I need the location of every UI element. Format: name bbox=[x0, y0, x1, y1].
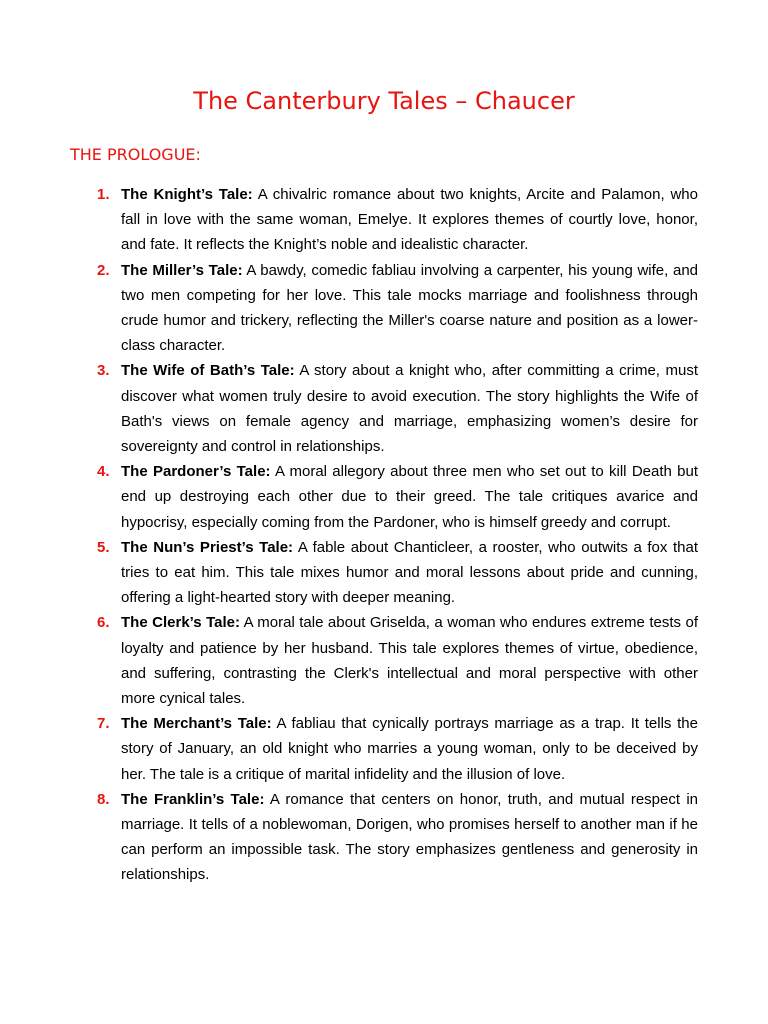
tale-list bbox=[70, 182, 698, 888]
tale-name: The Pardoner’s Tale: bbox=[121, 463, 271, 481]
list-item bbox=[70, 459, 698, 535]
list-number: 4. bbox=[97, 463, 110, 481]
tale-description: A story about a knight who, after committing a crime, must discover what women truly desire to avoid execution. The story highlights the Wife of Bath's views on female agency and marriage, emphasizing women’s desire for sovereignty and control in relationships. bbox=[121, 362, 698, 456]
tale-name: The Franklin’s Tale: bbox=[121, 790, 265, 808]
tale-name: The Clerk’s Tale: bbox=[121, 614, 240, 632]
list-number: 8. bbox=[97, 790, 110, 808]
tale-description: A romance that centers on honor, truth, and mutual respect in marriage. It tells of a noblewoman, Dorigen, who promises herself to another man if he can perform an impossible task. The story emphasizes gentleness and generosity in relationships. bbox=[121, 790, 699, 884]
tale-name: The Nun’s Priest’s Tale: bbox=[121, 538, 294, 556]
list-number: 1. bbox=[97, 186, 110, 203]
tale-name: The Miller’s Tale: bbox=[121, 261, 243, 279]
list-item bbox=[70, 787, 698, 888]
list-item bbox=[70, 610, 698, 711]
tale-name: The Merchant’s Tale: bbox=[121, 715, 272, 733]
list-item bbox=[70, 258, 698, 359]
list-number: 2. bbox=[97, 261, 110, 279]
list-item bbox=[70, 358, 698, 459]
tale-description: A moral allegory about three men who set out to kill Death but end up destroying each other due to their greed. The tale critiques avarice and hypocrisy, especially coming from the Pardoner, who is himself greedy and corrupt. bbox=[121, 463, 698, 531]
tale-description: A chivalric romance about two knights, Arcite and Palamon, who fall in love with the same woman, Emelye. It explores themes of courtly love, honor, and fate. It reflects the Knight’s noble and idealistic character. bbox=[121, 186, 698, 254]
tale-name: The Knight’s Tale: bbox=[121, 186, 253, 203]
document-title: The Canterbury Tales – Chaucer bbox=[193, 87, 575, 115]
list-item bbox=[70, 182, 698, 258]
section-heading: THE PROLOGUE: bbox=[70, 145, 201, 164]
tale-description: A fabliau that cynically portrays marriage as a trap. It tells the story of January, an old knight who marries a young woman, only to be deceived by her. The tale is a critique of marital infidelity and the illusion of love. bbox=[121, 715, 698, 783]
list-number: 5. bbox=[97, 538, 110, 556]
list-number: 3. bbox=[97, 362, 110, 380]
tale-name: The Wife of Bath’s Tale: bbox=[121, 362, 295, 380]
tale-description: A fable about Chanticleer, a rooster, who outwits a fox that tries to eat him. This tale mixes humor and moral lessons about pride and cunning, offering a light-hearted story with deeper meaning. bbox=[121, 538, 699, 607]
list-number: 7. bbox=[97, 715, 110, 733]
tale-description: A bawdy, comedic fabliau involving a carpenter, his young wife, and two men competing for her love. This tale mocks marriage and foolishness through crude humor and trickery, reflecting the Miller's coarse nature and position as a lower-class character. bbox=[121, 261, 699, 355]
tale-description: A moral tale about Griselda, a woman who endures extreme tests of loyalty and patience by her husband. This tale explores themes of virtue, obedience, and suffering, contrasting the Clerk's intellectual and moral perspective with other more cynical tales. bbox=[121, 614, 699, 708]
list-item bbox=[70, 711, 698, 787]
list-item bbox=[70, 535, 698, 611]
list-number: 6. bbox=[97, 614, 110, 632]
